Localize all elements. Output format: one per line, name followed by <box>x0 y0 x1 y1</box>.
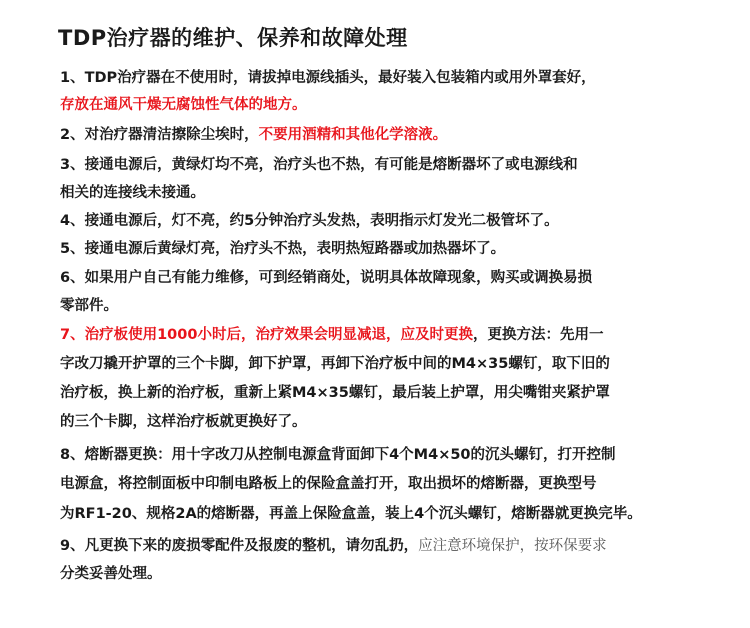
page-title: TDP治疗器的维护、保养和故障处理 <box>58 26 408 50</box>
item-7-text: ，更换方法：先用一 <box>472 327 604 343</box>
item-7-line-4 <box>60 412 307 432</box>
item-4-text: 4、接通电源后，灯不亮，约5分钟治疗头发热，表明指示灯发光二极管坏了。 <box>60 213 559 229</box>
item-2-line-1 <box>60 125 447 145</box>
item-8-line-1 <box>60 445 616 465</box>
item-8-line-2 <box>60 474 597 494</box>
item-1-line-2 <box>60 95 307 115</box>
item-1-text: 1、TDP治疗器在不使用时，请拔掉电源线插头，最好装入包装箱内或用外罩套好， <box>60 70 596 86</box>
item-9-text: 9、凡更换下来的废损零配件及报废的整机，请勿乱扔， <box>60 538 419 554</box>
item-6-line-2 <box>60 296 118 316</box>
item-4-line-1 <box>60 211 559 231</box>
item-9-text-cont: 分类妥善处理。 <box>60 566 162 582</box>
item-8-text: 8、熔断器更换：用十字改刀从控制电源盒背面卸下4个M4×50的沉头螺钉，打开控制 <box>60 447 616 463</box>
item-2-text: 2、对治疗器清洁擦除尘埃时， <box>60 127 259 143</box>
item-6-text: 6、如果用户自己有能力维修，可到经销商处，说明具体故障现象，购买或调换易损 <box>60 270 593 286</box>
item-8-line-3 <box>60 504 642 524</box>
item-3-text-cont: 相关的连接线未接通。 <box>60 185 205 201</box>
item-7-text-cont-2: 治疗板，换上新的治疗板，重新上紧M4×35螺钉，最后装上护罩，用尖嘴钳夹紧护罩 <box>60 385 610 401</box>
item-3-line-2 <box>60 183 205 203</box>
item-7-line-3 <box>60 383 610 403</box>
item-9-line-2 <box>60 564 162 584</box>
item-5-text: 5、接通电源后黄绿灯亮，治疗头不热，表明热短路器或加热器坏了。 <box>60 241 506 257</box>
item-9-line-1 <box>60 536 607 556</box>
item-3-text: 3、接通电源后，黄绿灯均不亮，治疗头也不热，有可能是熔断器坏了或电源线和 <box>60 157 578 173</box>
item-3-line-1 <box>60 155 578 175</box>
item-6-line-1 <box>60 268 592 288</box>
item-7-line-1 <box>60 325 603 345</box>
item-7-text-cont-3: 的三个卡脚，这样治疗板就更换好了。 <box>60 414 307 430</box>
item-1-warning: 存放在通风干燥无腐蚀性气体的地方。 <box>60 97 307 113</box>
item-7-text-cont-1: 字改刀撬开护罩的三个卡脚，卸下护罩，再卸下治疗板中间的M4×35螺钉，取下旧的 <box>60 356 610 372</box>
item-1-line-1 <box>60 68 596 88</box>
item-9-text-faded: 应注意环境保护，按环保要求 <box>418 538 607 554</box>
item-7-warning: 7、治疗板使用1000小时后，治疗效果会明显减退，应及时更换 <box>60 327 473 343</box>
item-6-text-cont: 零部件。 <box>60 298 118 314</box>
item-8-text-cont-1: 电源盒，将控制面板中印制电路板上的保险盒盖打开，取出损坏的熔断器，更换型号 <box>60 476 597 492</box>
item-7-line-2 <box>60 354 610 374</box>
item-5-line-1 <box>60 239 505 259</box>
item-8-text-cont-2: 为RF1-20、规格2A的熔断器，再盖上保险盒盖，装上4个沉头螺钉，熔断器就更换完毕。 <box>60 506 642 522</box>
item-2-warning: 不要用酒精和其他化学溶液。 <box>258 127 448 143</box>
